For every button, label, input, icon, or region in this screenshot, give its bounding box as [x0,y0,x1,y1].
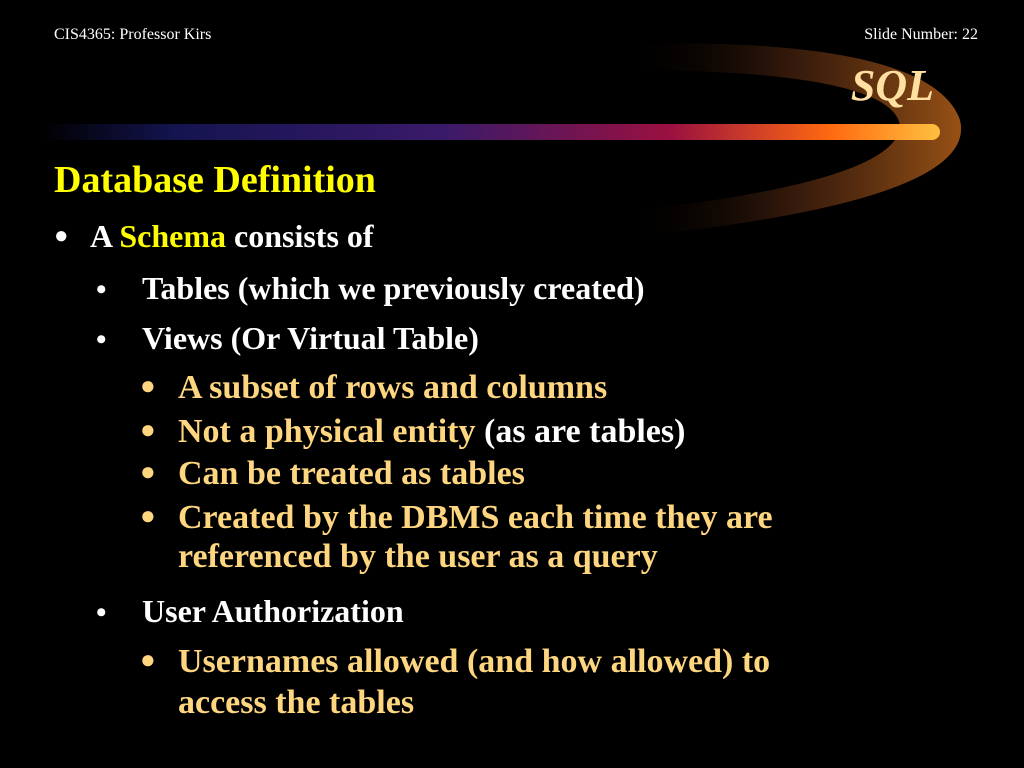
bullet-usernames-continued: access the tables [178,684,415,721]
bullet-usernames [140,643,770,681]
schema-highlight: Schema [119,218,226,254]
bullet-views-text: Views (Or Virtual Table) [142,320,479,356]
bullet-treated [140,455,525,493]
bullet-usernames-text: Usernames allowed (and how allowed) to [178,643,771,680]
bullet-dot-icon: • [96,323,107,356]
schema-suffix: consists of [226,218,374,254]
bullet-created [140,499,773,537]
bullet-tables-text: Tables (which we previously created) [142,270,645,306]
bullet-dot-icon: ● [140,415,156,444]
bullet-dot-icon: ● [140,501,156,530]
slide-number: Slide Number: 22 [864,26,978,43]
bullet-created-continued: referenced by the user as a query [178,538,658,575]
bullet-user-authorization [96,593,404,630]
bullet-auth-text: User Authorization [142,593,404,629]
physical-white-text: (as are tables) [475,413,686,450]
schema-prefix: A [90,218,120,254]
bullet-tables [96,270,645,307]
course-label: CIS4365: Professor Kirs [54,26,212,43]
bullet-dot-icon: ● [140,457,156,486]
physical-gold-text: Not a physical entity [178,413,476,450]
bullet-dot-icon: ● [54,223,69,249]
slide-title: SQL [850,61,934,110]
bullet-dot-icon: ● [140,371,156,400]
bullet-physical [140,413,685,451]
bullet-dot-icon: • [96,273,107,306]
bullet-dot-icon: • [96,596,107,629]
bullet-subset [140,369,607,407]
bullet-views [96,320,479,357]
bullet-dot-icon: ● [140,645,156,674]
bullet-schema [54,218,374,255]
section-heading: Database Definition [54,159,376,201]
bullet-treated-text: Can be treated as tables [178,455,525,492]
bullet-created-text: Created by the DBMS each time they are [178,499,773,536]
bullet-subset-text: A subset of rows and columns [178,369,608,406]
